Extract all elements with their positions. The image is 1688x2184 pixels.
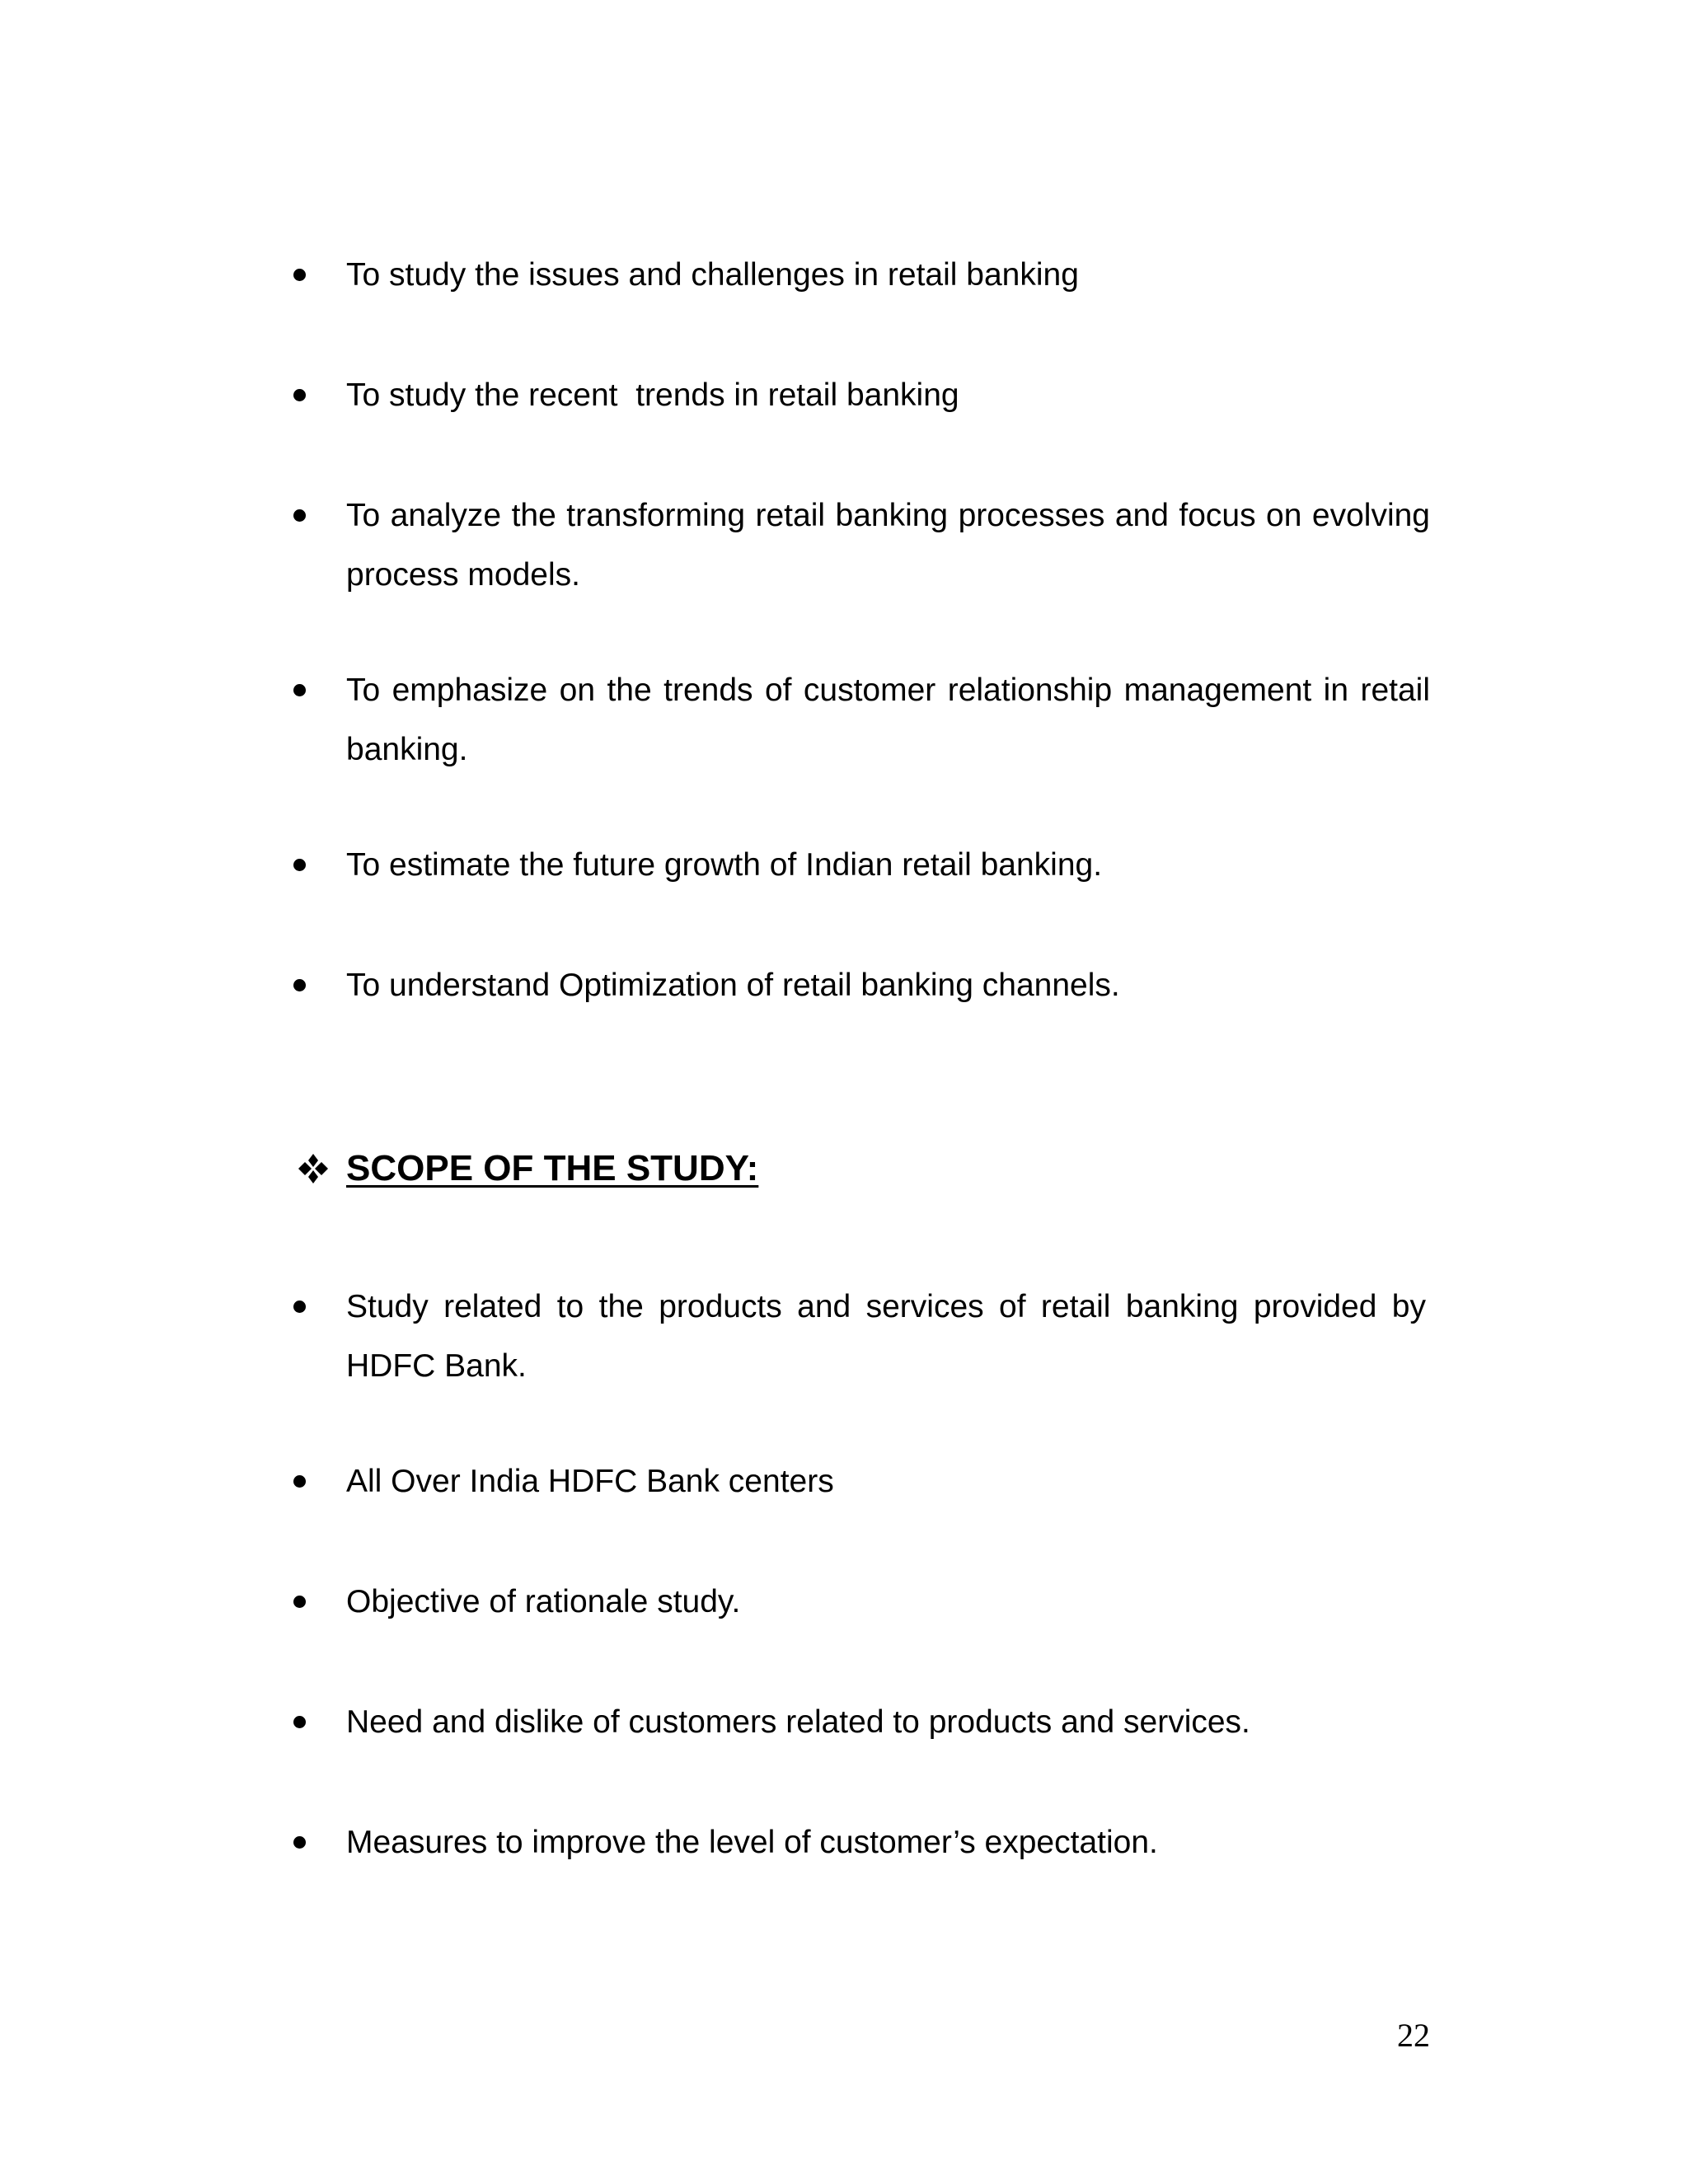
list-item [297, 1693, 1430, 1752]
list-item [297, 1277, 1430, 1396]
list-item [297, 486, 1430, 605]
section-title: SCOPE OF THE STUDY: [346, 1148, 759, 1188]
bullet-icon [293, 956, 343, 1015]
list-item-text: To estimate the future growth of Indian retail banking. [346, 847, 1103, 883]
list-item-text: Measures to improve the level of customer’s expectation. [346, 1825, 1158, 1860]
bullet-icon [293, 836, 343, 895]
bullet-icon [293, 486, 343, 546]
page-number: 22 [1397, 2017, 1430, 2054]
four-diamond-bullet-icon [297, 1152, 330, 1185]
bullet-icon [293, 1452, 343, 1511]
list-item-text: To study the recent trends in retail banking [346, 377, 959, 413]
list-item [297, 1452, 1430, 1511]
list-item-text: All Over India HDFC Bank centers [346, 1464, 834, 1499]
list-item-text: To analyze the transforming retail banking processes and focus on evolving process models. [346, 498, 1430, 593]
list-item-text: To study the issues and challenges in retail banking [346, 257, 1079, 293]
list-item [297, 366, 1430, 425]
bullet-icon [293, 661, 343, 720]
list-item [297, 1572, 1430, 1632]
list-item-text: Objective of rationale study. [346, 1584, 741, 1619]
list-item [297, 661, 1430, 780]
list-item-text: Study related to the products and services of retail banking provided by HDFC Bank. [346, 1289, 1426, 1384]
list-item-text: To emphasize on the trends of customer relationship management in retail banking. [346, 673, 1430, 767]
list-item [297, 246, 1430, 305]
bullet-icon [293, 1572, 343, 1632]
list-item-text: To understand Optimization of retail banking channels. [346, 968, 1120, 1003]
bullet-icon [293, 1813, 343, 1872]
bullet-icon [293, 1277, 343, 1337]
bullet-icon [293, 1693, 343, 1752]
list-item [297, 836, 1430, 895]
list-item [297, 1813, 1430, 1872]
bullet-icon [293, 246, 343, 305]
list-item [297, 956, 1430, 1015]
bullet-icon [293, 366, 343, 425]
list-item-text: Need and dislike of customers related to products and services. [346, 1704, 1250, 1740]
